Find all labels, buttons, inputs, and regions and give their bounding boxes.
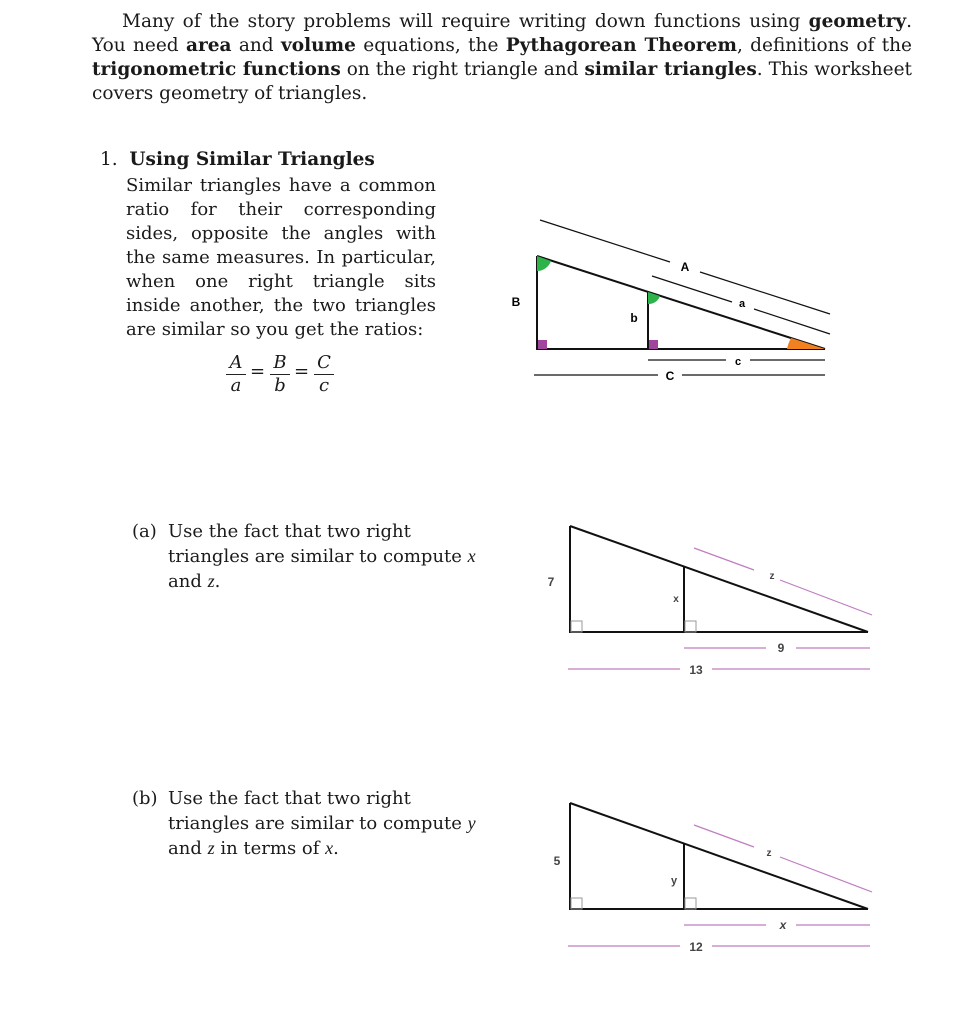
var-z: z: [207, 838, 215, 858]
equals-sign: =: [294, 361, 310, 382]
label-z: z: [766, 848, 772, 859]
label-A: A: [680, 260, 690, 274]
intro-text: on the right triangle and: [340, 59, 585, 80]
intro-text: . This worksheet covers geometry of triangles.: [92, 59, 912, 104]
label-B: B: [511, 295, 521, 309]
intro-text: , definitions of the: [736, 35, 913, 56]
term-trig: trigonometric functions: [92, 59, 341, 80]
right-angle-marker: [685, 898, 696, 909]
intro-text: equations, the: [355, 35, 506, 56]
equals-sign: =: [250, 361, 266, 382]
var-y: y: [467, 813, 476, 833]
var-z: z: [207, 571, 215, 591]
intro-paragraph: [92, 10, 912, 106]
fraction-C-c: $\frac{C}{c}$: [314, 352, 334, 397]
label-height-7: 7: [547, 575, 555, 589]
right-angle-marker: [538, 340, 547, 349]
term-area: area: [186, 35, 232, 56]
var-x: x: [325, 838, 334, 858]
part-a-label: (a): [132, 521, 157, 542]
label-base-12: 12: [689, 940, 703, 954]
right-angle-marker: [571, 898, 582, 909]
fraction-B-b: $\frac{B}{b}$: [270, 352, 290, 397]
part-b-label: (b): [132, 788, 158, 809]
label-b: b: [630, 311, 638, 325]
label-z: z: [769, 571, 775, 582]
label-a: a: [738, 298, 746, 310]
right-angle-marker: [685, 621, 696, 632]
label-x: x: [673, 594, 679, 605]
fraction-A-a: $\frac{A}{a}$: [226, 352, 246, 397]
part-b-text: Use the fact that two right triangles are similar to compute y and z in terms of x.: [168, 788, 476, 859]
angle-marker-shared: [787, 338, 825, 349]
part-a: [132, 520, 482, 594]
term-geometry: geometry: [808, 11, 907, 32]
intro-text: . You need: [92, 11, 912, 56]
label-base-9: 9: [777, 641, 785, 655]
var-x: x: [467, 546, 476, 566]
diagram-part-b: [540, 797, 880, 957]
right-angle-marker: [649, 340, 658, 349]
label-base-x: x: [779, 918, 787, 932]
label-c: c: [734, 356, 742, 368]
similar-triangles-diagram: [500, 210, 840, 390]
term-similar: similar triangles: [584, 59, 757, 80]
right-angle-marker: [571, 621, 582, 632]
part-b: [132, 787, 482, 861]
section-body: Similar triangles have a common ratio for their corresponding sides, opposite the angles with the same measures. In particular, when one right triangle sits inside another, the two triangles are similar so you get the ratios:: [126, 175, 436, 340]
label-C: C: [665, 369, 675, 383]
term-pythagorean: Pythagorean Theorem: [505, 35, 737, 56]
term-volume: volume: [280, 35, 356, 56]
label-base-13: 13: [689, 663, 703, 677]
section-similar-triangles: [100, 148, 440, 342]
section-number: 1.: [100, 149, 118, 170]
section-heading: [100, 148, 440, 172]
section-title: Using Similar Triangles: [129, 149, 375, 170]
label-height-5: 5: [553, 854, 561, 868]
intro-text: Many of the story problems will require writing down functions using: [122, 11, 809, 32]
intro-text: and: [231, 35, 281, 56]
diagram-part-a: [540, 520, 880, 680]
part-a-text: Use the fact that two right triangles are similar to compute x and z.: [168, 521, 476, 592]
label-y: y: [670, 875, 678, 887]
